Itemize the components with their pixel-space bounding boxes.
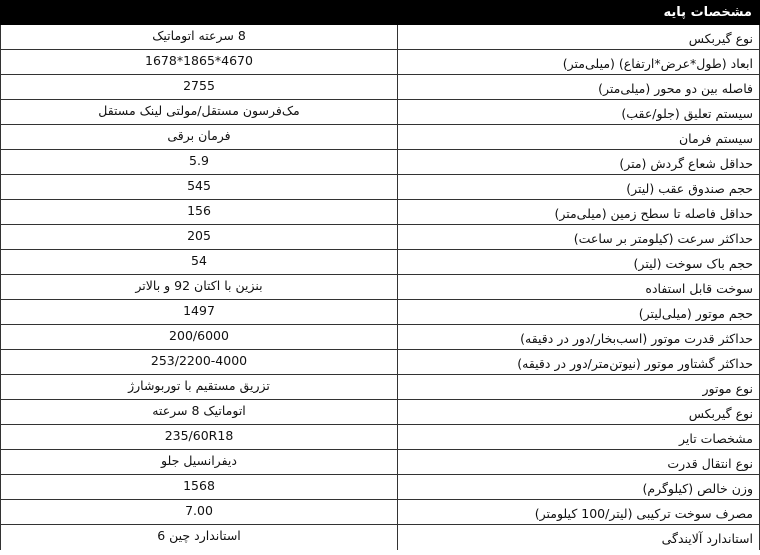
spec-value: 156 [187, 203, 211, 218]
spec-value: 7.00 [185, 503, 213, 518]
table-row [1, 150, 759, 175]
spec-value: تزریق مستقیم با توربوشارژ [128, 378, 270, 393]
table-row [1, 275, 759, 300]
table-row [1, 475, 759, 500]
spec-value: 4670*1865*1678 [145, 53, 253, 68]
spec-label: فاصله بین دو محور (میلی‌متر) [397, 75, 759, 99]
spec-label: ابعاد (طول*عرض*ارتفاع) (میلی‌متر) [397, 50, 759, 74]
spec-label: حداقل شعاع گردش (متر) [397, 150, 759, 174]
table-row [1, 225, 759, 250]
spec-label: نوع انتقال قدرت [397, 450, 759, 474]
spec-value: 205 [187, 228, 211, 243]
table-row [1, 325, 759, 350]
spec-label: نوع موتور [397, 375, 759, 399]
table-row [1, 100, 759, 125]
spec-value: 5.9 [189, 153, 209, 168]
table-row [1, 400, 759, 425]
spec-label: سیستم تعلیق (جلو/عقب) [397, 100, 759, 124]
spec-rows [0, 25, 760, 550]
spec-value: 545 [187, 178, 211, 193]
spec-label: مصرف سوخت ترکیبی (لیتر/100 کیلومتر) [397, 500, 759, 524]
spec-label: حداقل فاصله تا سطح زمین (میلی‌متر) [397, 200, 759, 224]
table-row [1, 425, 759, 450]
spec-label: استاندارد آلایندگی [397, 525, 759, 550]
spec-value: 1568 [183, 478, 215, 493]
spec-value: فرمان برقی [167, 128, 231, 143]
spec-label: حجم باک سوخت (لیتر) [397, 250, 759, 274]
table-row [1, 75, 759, 100]
spec-value: 200/6000 [169, 328, 229, 343]
spec-value: 2755 [183, 78, 215, 93]
table-row [1, 525, 759, 550]
table-row [1, 125, 759, 150]
spec-label: سیستم فرمان [397, 125, 759, 149]
spec-label: حداکثر گشتاور موتور (نیوتن‌متر/دور در دقیقه) [397, 350, 759, 374]
table-row [1, 500, 759, 525]
table-row [1, 200, 759, 225]
table-row [1, 450, 759, 475]
spec-value: استاندارد چین 6 [157, 528, 241, 543]
spec-value: اتوماتیک 8 سرعته [152, 403, 246, 418]
spec-label: مشخصات تایر [397, 425, 759, 449]
spec-label: نوع گیربکس [397, 400, 759, 424]
spec-label: حجم موتور (میلی‌لیتر) [397, 300, 759, 324]
spec-value: مک‌فرسون مستقل/مولتی لینک مستقل [98, 103, 300, 118]
spec-value: 253/2200-4000 [150, 353, 248, 368]
spec-value: دیفرانسیل جلو [161, 453, 237, 468]
spec-label: حجم صندوق عقب (لیتر) [397, 175, 759, 199]
spec-value: 1497 [183, 303, 215, 318]
spec-label: حداکثر قدرت موتور (اسب‌بخار/دور در دقیقه) [397, 325, 759, 349]
spec-value: بنزین با اکتان 92 و بالاتر [135, 278, 263, 293]
table-row [1, 250, 759, 275]
spec-value: 235/60R18 [164, 428, 234, 443]
spec-value: 54 [191, 253, 207, 268]
table-row [1, 25, 759, 50]
spec-label: وزن خالص (کیلوگرم) [397, 475, 759, 499]
table-row [1, 175, 759, 200]
spec-label: حداکثر سرعت (کیلومتر بر ساعت) [397, 225, 759, 249]
table-row [1, 350, 759, 375]
table-row [1, 50, 759, 75]
table-row [1, 300, 759, 325]
spec-label: سوخت قابل استفاده [397, 275, 759, 299]
spec-label: نوع گیربکس [397, 25, 759, 49]
table-title: مشخصات پایه [0, 0, 760, 25]
spec-value: 8 سرعته اتوماتیک [152, 28, 246, 43]
table-row [1, 375, 759, 400]
